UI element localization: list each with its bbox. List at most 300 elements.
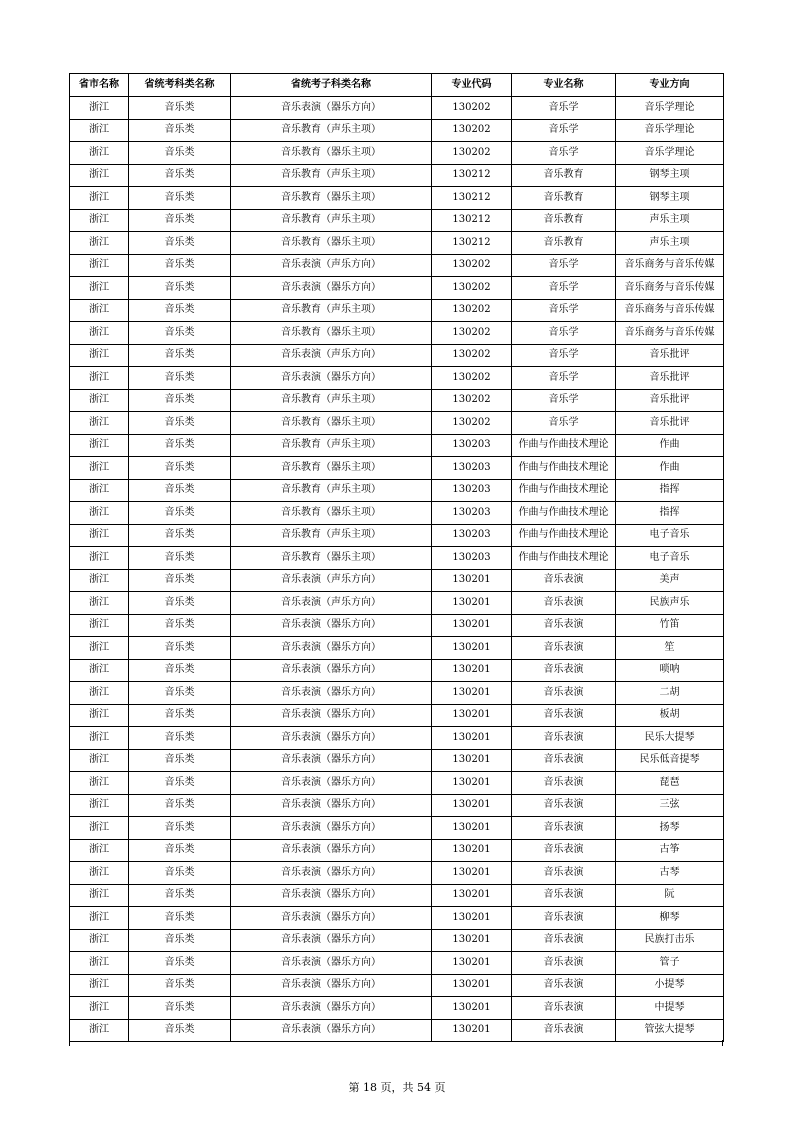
- cell-major-name: 音乐表演: [512, 862, 616, 885]
- table-row: [70, 907, 724, 930]
- cell-major-code: 130203: [432, 502, 512, 525]
- cell-exam-category: 音乐类: [129, 209, 231, 232]
- cell-major-name: 音乐表演: [512, 1019, 616, 1042]
- table-row: [70, 929, 724, 952]
- cell-major-direction: 唢呐: [616, 659, 724, 682]
- cell-province: 浙江: [70, 952, 129, 975]
- cell-major-code: 130202: [432, 254, 512, 277]
- table-row: [70, 592, 724, 615]
- cell-province: 浙江: [70, 884, 129, 907]
- cell-province: 浙江: [70, 569, 129, 592]
- header-exam-category: 省统考科类名称: [129, 74, 231, 97]
- cell-province: 浙江: [70, 389, 129, 412]
- cell-exam-category: 音乐类: [129, 142, 231, 165]
- cell-exam-category: 音乐类: [129, 974, 231, 997]
- cell-exam-subcategory: 音乐表演（器乐方向）: [231, 884, 432, 907]
- cell-province: 浙江: [70, 817, 129, 840]
- cell-major-direction: 钢琴主项: [616, 187, 724, 210]
- cell-major-name: 音乐学: [512, 389, 616, 412]
- table-row: [70, 974, 724, 997]
- cell-major-code: 130201: [432, 862, 512, 885]
- cell-major-code: 130202: [432, 142, 512, 165]
- cell-exam-category: 音乐类: [129, 547, 231, 570]
- cell-exam-category: 音乐类: [129, 794, 231, 817]
- cell-province: 浙江: [70, 412, 129, 435]
- cell-major-code: 130201: [432, 569, 512, 592]
- cell-major-name: 音乐表演: [512, 997, 616, 1020]
- cell-exam-subcategory: 音乐表演（器乐方向）: [231, 727, 432, 750]
- cell-major-code: 130201: [432, 794, 512, 817]
- cell-exam-subcategory: 音乐教育（声乐主项）: [231, 479, 432, 502]
- table-row: [70, 817, 724, 840]
- table-row: [70, 772, 724, 795]
- cell-major-code: 130201: [432, 637, 512, 660]
- cell-exam-category: 音乐类: [129, 659, 231, 682]
- cell-major-name: 音乐表演: [512, 749, 616, 772]
- cell-exam-subcategory: 音乐表演（器乐方向）: [231, 614, 432, 637]
- cell-exam-category: 音乐类: [129, 749, 231, 772]
- cell-major-direction: 音乐批评: [616, 412, 724, 435]
- cell-major-code: 130212: [432, 164, 512, 187]
- table-row: [70, 299, 724, 322]
- cell-major-name: 音乐表演: [512, 592, 616, 615]
- cell-major-name: 音乐表演: [512, 637, 616, 660]
- cell-exam-category: 音乐类: [129, 884, 231, 907]
- cell-major-direction: 管弦大提琴: [616, 1019, 724, 1042]
- cell-exam-category: 音乐类: [129, 952, 231, 975]
- cell-province: 浙江: [70, 479, 129, 502]
- cell-exam-subcategory: 音乐表演（声乐方向）: [231, 569, 432, 592]
- table-row: [70, 164, 724, 187]
- cell-province: 浙江: [70, 299, 129, 322]
- cell-province: 浙江: [70, 367, 129, 390]
- cell-major-name: 音乐教育: [512, 209, 616, 232]
- cell-exam-subcategory: 音乐教育（器乐主项）: [231, 457, 432, 480]
- header-major-direction: 专业方向: [616, 74, 724, 97]
- cell-major-name: 音乐教育: [512, 232, 616, 255]
- cell-major-direction: 作曲: [616, 457, 724, 480]
- cell-major-direction: 音乐批评: [616, 367, 724, 390]
- cell-province: 浙江: [70, 659, 129, 682]
- cell-major-direction: 板胡: [616, 704, 724, 727]
- cell-exam-category: 音乐类: [129, 277, 231, 300]
- cell-major-code: 130202: [432, 277, 512, 300]
- cell-major-direction: 民乐低音提琴: [616, 749, 724, 772]
- table-row: [70, 97, 724, 120]
- cell-major-direction: 柳琴: [616, 907, 724, 930]
- cell-province: 浙江: [70, 254, 129, 277]
- table-row: [70, 862, 724, 885]
- table-row: [70, 412, 724, 435]
- cell-exam-subcategory: 音乐表演（器乐方向）: [231, 997, 432, 1020]
- cell-exam-subcategory: 音乐教育（声乐主项）: [231, 389, 432, 412]
- cell-major-name: 音乐表演: [512, 952, 616, 975]
- cell-major-name: 音乐表演: [512, 569, 616, 592]
- cell-exam-subcategory: 音乐教育（器乐主项）: [231, 232, 432, 255]
- table-row: [70, 637, 724, 660]
- cell-exam-subcategory: 音乐表演（器乐方向）: [231, 637, 432, 660]
- cell-major-direction: 扬琴: [616, 817, 724, 840]
- cell-major-direction: 美声: [616, 569, 724, 592]
- cell-exam-category: 音乐类: [129, 817, 231, 840]
- cell-province: 浙江: [70, 727, 129, 750]
- cell-major-direction: 古筝: [616, 839, 724, 862]
- cell-province: 浙江: [70, 907, 129, 930]
- cell-major-name: 音乐表演: [512, 907, 616, 930]
- cell-major-name: 音乐表演: [512, 659, 616, 682]
- cell-exam-subcategory: 音乐教育（声乐主项）: [231, 164, 432, 187]
- cell-exam-category: 音乐类: [129, 254, 231, 277]
- cell-exam-category: 音乐类: [129, 569, 231, 592]
- cell-major-direction: 民乐大提琴: [616, 727, 724, 750]
- cell-exam-category: 音乐类: [129, 344, 231, 367]
- cell-major-code: 130201: [432, 929, 512, 952]
- cell-exam-subcategory: 音乐表演（声乐方向）: [231, 592, 432, 615]
- cell-major-name: 音乐学: [512, 367, 616, 390]
- table-row: [70, 547, 724, 570]
- cell-exam-category: 音乐类: [129, 1019, 231, 1042]
- cell-province: 浙江: [70, 97, 129, 120]
- cell-exam-subcategory: 音乐表演（器乐方向）: [231, 974, 432, 997]
- cell-province: 浙江: [70, 164, 129, 187]
- table-row: [70, 434, 724, 457]
- table-row: [70, 794, 724, 817]
- cell-province: 浙江: [70, 974, 129, 997]
- cell-province: 浙江: [70, 232, 129, 255]
- cell-exam-category: 音乐类: [129, 187, 231, 210]
- cell-exam-subcategory: 音乐表演（器乐方向）: [231, 862, 432, 885]
- cell-major-name: 音乐学: [512, 412, 616, 435]
- cell-exam-category: 音乐类: [129, 727, 231, 750]
- cell-major-direction: 作曲: [616, 434, 724, 457]
- cell-exam-category: 音乐类: [129, 97, 231, 120]
- cell-province: 浙江: [70, 142, 129, 165]
- cell-exam-subcategory: 音乐表演（器乐方向）: [231, 367, 432, 390]
- cell-major-name: 作曲与作曲技术理论: [512, 524, 616, 547]
- cell-province: 浙江: [70, 277, 129, 300]
- table-continuation-edge: [69, 1040, 723, 1046]
- table-row: [70, 502, 724, 525]
- cell-major-direction: 民族打击乐: [616, 929, 724, 952]
- cell-major-direction: 音乐批评: [616, 389, 724, 412]
- cell-major-name: 音乐表演: [512, 794, 616, 817]
- cell-exam-category: 音乐类: [129, 614, 231, 637]
- cell-province: 浙江: [70, 997, 129, 1020]
- cell-major-name: 音乐表演: [512, 929, 616, 952]
- cell-major-direction: 竹笛: [616, 614, 724, 637]
- cell-exam-category: 音乐类: [129, 119, 231, 142]
- cell-major-direction: 古琴: [616, 862, 724, 885]
- cell-major-code: 130212: [432, 187, 512, 210]
- cell-major-direction: 指挥: [616, 502, 724, 525]
- table-row: [70, 727, 724, 750]
- cell-major-direction: 音乐学理论: [616, 142, 724, 165]
- cell-exam-subcategory: 音乐表演（器乐方向）: [231, 794, 432, 817]
- cell-major-direction: 管子: [616, 952, 724, 975]
- cell-major-direction: 声乐主项: [616, 232, 724, 255]
- cell-province: 浙江: [70, 839, 129, 862]
- cell-major-code: 130201: [432, 974, 512, 997]
- cell-exam-subcategory: 音乐教育（器乐主项）: [231, 547, 432, 570]
- cell-major-direction: 音乐商务与音乐传媒: [616, 299, 724, 322]
- cell-major-code: 130202: [432, 344, 512, 367]
- cell-exam-category: 音乐类: [129, 457, 231, 480]
- cell-major-name: 作曲与作曲技术理论: [512, 479, 616, 502]
- cell-major-code: 130201: [432, 727, 512, 750]
- cell-exam-subcategory: 音乐教育（器乐主项）: [231, 142, 432, 165]
- cell-major-name: 音乐学: [512, 299, 616, 322]
- table-row: [70, 479, 724, 502]
- table-row: [70, 952, 724, 975]
- cell-major-code: 130201: [432, 772, 512, 795]
- cell-major-code: 130202: [432, 97, 512, 120]
- table-row: [70, 119, 724, 142]
- cell-major-code: 130201: [432, 682, 512, 705]
- cell-exam-subcategory: 音乐表演（器乐方向）: [231, 682, 432, 705]
- table-row: [70, 277, 724, 300]
- cell-major-name: 作曲与作曲技术理论: [512, 502, 616, 525]
- cell-province: 浙江: [70, 614, 129, 637]
- cell-exam-subcategory: 音乐表演（器乐方向）: [231, 704, 432, 727]
- cell-major-code: 130203: [432, 434, 512, 457]
- cell-province: 浙江: [70, 1019, 129, 1042]
- cell-major-code: 130201: [432, 614, 512, 637]
- cell-exam-category: 音乐类: [129, 322, 231, 345]
- cell-major-name: 音乐表演: [512, 614, 616, 637]
- cell-major-direction: 音乐学理论: [616, 97, 724, 120]
- cell-major-direction: 电子音乐: [616, 547, 724, 570]
- cell-major-code: 130202: [432, 299, 512, 322]
- cell-exam-category: 音乐类: [129, 299, 231, 322]
- cell-major-name: 音乐表演: [512, 704, 616, 727]
- cell-major-code: 130202: [432, 412, 512, 435]
- table-row: [70, 232, 724, 255]
- cell-exam-category: 音乐类: [129, 907, 231, 930]
- cell-exam-subcategory: 音乐表演（器乐方向）: [231, 929, 432, 952]
- cell-exam-category: 音乐类: [129, 434, 231, 457]
- cell-major-code: 130202: [432, 389, 512, 412]
- cell-province: 浙江: [70, 772, 129, 795]
- cell-major-direction: 阮: [616, 884, 724, 907]
- cell-province: 浙江: [70, 682, 129, 705]
- cell-province: 浙江: [70, 187, 129, 210]
- table-row: [70, 1019, 724, 1042]
- cell-province: 浙江: [70, 524, 129, 547]
- cell-exam-subcategory: 音乐教育（器乐主项）: [231, 502, 432, 525]
- cell-exam-category: 音乐类: [129, 412, 231, 435]
- header-major-name: 专业名称: [512, 74, 616, 97]
- cell-major-name: 音乐学: [512, 97, 616, 120]
- cell-major-name: 音乐学: [512, 277, 616, 300]
- cell-major-code: 130201: [432, 907, 512, 930]
- cell-major-direction: 声乐主项: [616, 209, 724, 232]
- table-row: [70, 569, 724, 592]
- cell-major-name: 音乐学: [512, 119, 616, 142]
- table-row: [70, 659, 724, 682]
- cell-province: 浙江: [70, 929, 129, 952]
- cell-exam-subcategory: 音乐教育（声乐主项）: [231, 434, 432, 457]
- cell-exam-category: 音乐类: [129, 862, 231, 885]
- cell-major-code: 130203: [432, 547, 512, 570]
- cell-major-code: 130212: [432, 232, 512, 255]
- table-row: [70, 457, 724, 480]
- cell-major-direction: 中提琴: [616, 997, 724, 1020]
- table-row: [70, 749, 724, 772]
- cell-province: 浙江: [70, 502, 129, 525]
- cell-major-code: 130202: [432, 367, 512, 390]
- header-province: 省市名称: [70, 74, 129, 97]
- cell-exam-category: 音乐类: [129, 479, 231, 502]
- cell-province: 浙江: [70, 592, 129, 615]
- cell-major-direction: 电子音乐: [616, 524, 724, 547]
- cell-major-code: 130203: [432, 479, 512, 502]
- cell-major-code: 130201: [432, 1019, 512, 1042]
- cell-province: 浙江: [70, 749, 129, 772]
- header-major-code: 专业代码: [432, 74, 512, 97]
- cell-major-code: 130201: [432, 884, 512, 907]
- cell-province: 浙江: [70, 547, 129, 570]
- cell-exam-subcategory: 音乐表演（器乐方向）: [231, 952, 432, 975]
- cell-exam-subcategory: 音乐表演（器乐方向）: [231, 277, 432, 300]
- cell-major-name: 音乐表演: [512, 817, 616, 840]
- cell-province: 浙江: [70, 322, 129, 345]
- page-number: 第 18 页，共 54 页: [348, 1081, 446, 1094]
- cell-exam-subcategory: 音乐表演（器乐方向）: [231, 839, 432, 862]
- cell-exam-category: 音乐类: [129, 502, 231, 525]
- cell-major-name: 作曲与作曲技术理论: [512, 434, 616, 457]
- table-row: [70, 704, 724, 727]
- cell-exam-subcategory: 音乐表演（声乐方向）: [231, 344, 432, 367]
- cell-major-name: 音乐学: [512, 142, 616, 165]
- cell-major-direction: 笙: [616, 637, 724, 660]
- table-row: [70, 839, 724, 862]
- cell-major-code: 130212: [432, 209, 512, 232]
- cell-major-direction: 三弦: [616, 794, 724, 817]
- table-row: [70, 344, 724, 367]
- cell-major-code: 130203: [432, 524, 512, 547]
- table-row: [70, 254, 724, 277]
- cell-major-direction: 指挥: [616, 479, 724, 502]
- cell-exam-subcategory: 音乐表演（器乐方向）: [231, 97, 432, 120]
- cell-exam-category: 音乐类: [129, 772, 231, 795]
- cell-province: 浙江: [70, 704, 129, 727]
- table-row: [70, 322, 724, 345]
- cell-major-code: 130203: [432, 457, 512, 480]
- cell-exam-subcategory: 音乐教育（器乐主项）: [231, 187, 432, 210]
- table-row: [70, 367, 724, 390]
- cell-exam-subcategory: 音乐表演（器乐方向）: [231, 659, 432, 682]
- cell-major-direction: 民族声乐: [616, 592, 724, 615]
- cell-exam-category: 音乐类: [129, 389, 231, 412]
- cell-major-name: 音乐表演: [512, 727, 616, 750]
- cell-major-name: 音乐表演: [512, 772, 616, 795]
- header-exam-subcategory: 省统考子科类名称: [231, 74, 432, 97]
- cell-exam-category: 音乐类: [129, 367, 231, 390]
- cell-major-direction: 音乐学理论: [616, 119, 724, 142]
- cell-exam-subcategory: 音乐表演（器乐方向）: [231, 817, 432, 840]
- cell-exam-subcategory: 音乐表演（器乐方向）: [231, 907, 432, 930]
- cell-major-name: 音乐表演: [512, 974, 616, 997]
- cell-province: 浙江: [70, 637, 129, 660]
- cell-exam-subcategory: 音乐教育（声乐主项）: [231, 119, 432, 142]
- table-row: [70, 614, 724, 637]
- cell-major-name: 作曲与作曲技术理论: [512, 457, 616, 480]
- cell-major-code: 130201: [432, 997, 512, 1020]
- cell-exam-category: 音乐类: [129, 164, 231, 187]
- cell-major-direction: 音乐商务与音乐传媒: [616, 277, 724, 300]
- cell-exam-category: 音乐类: [129, 592, 231, 615]
- cell-major-code: 130201: [432, 839, 512, 862]
- cell-major-name: 音乐表演: [512, 839, 616, 862]
- admissions-table: [69, 73, 724, 1042]
- cell-exam-category: 音乐类: [129, 524, 231, 547]
- table-row: [70, 884, 724, 907]
- cell-exam-subcategory: 音乐教育（器乐主项）: [231, 322, 432, 345]
- cell-major-code: 130201: [432, 704, 512, 727]
- cell-major-name: 作曲与作曲技术理论: [512, 547, 616, 570]
- cell-province: 浙江: [70, 209, 129, 232]
- cell-province: 浙江: [70, 344, 129, 367]
- table-row: [70, 142, 724, 165]
- cell-exam-subcategory: 音乐表演（器乐方向）: [231, 749, 432, 772]
- cell-major-direction: 钢琴主项: [616, 164, 724, 187]
- cell-major-direction: 小提琴: [616, 974, 724, 997]
- cell-major-code: 130201: [432, 952, 512, 975]
- cell-major-name: 音乐学: [512, 322, 616, 345]
- cell-major-direction: 琵琶: [616, 772, 724, 795]
- table-row: [70, 389, 724, 412]
- cell-exam-category: 音乐类: [129, 704, 231, 727]
- cell-major-name: 音乐教育: [512, 187, 616, 210]
- cell-province: 浙江: [70, 862, 129, 885]
- cell-major-name: 音乐学: [512, 254, 616, 277]
- table-row: [70, 997, 724, 1020]
- table-row: [70, 187, 724, 210]
- cell-major-code: 130202: [432, 119, 512, 142]
- cell-major-code: 130201: [432, 749, 512, 772]
- cell-province: 浙江: [70, 457, 129, 480]
- cell-major-name: 音乐表演: [512, 682, 616, 705]
- cell-exam-subcategory: 音乐表演（器乐方向）: [231, 1019, 432, 1042]
- cell-exam-category: 音乐类: [129, 682, 231, 705]
- cell-exam-category: 音乐类: [129, 997, 231, 1020]
- cell-major-direction: 音乐商务与音乐传媒: [616, 322, 724, 345]
- cell-exam-subcategory: 音乐表演（器乐方向）: [231, 772, 432, 795]
- cell-province: 浙江: [70, 794, 129, 817]
- cell-province: 浙江: [70, 119, 129, 142]
- table-row: [70, 524, 724, 547]
- cell-exam-category: 音乐类: [129, 839, 231, 862]
- cell-exam-subcategory: 音乐教育（声乐主项）: [231, 209, 432, 232]
- cell-major-name: 音乐教育: [512, 164, 616, 187]
- cell-major-name: 音乐学: [512, 344, 616, 367]
- cell-major-code: 130201: [432, 592, 512, 615]
- cell-major-code: 130202: [432, 322, 512, 345]
- cell-exam-category: 音乐类: [129, 232, 231, 255]
- table-row: [70, 682, 724, 705]
- table-row: [70, 209, 724, 232]
- cell-exam-subcategory: 音乐教育（器乐主项）: [231, 412, 432, 435]
- cell-major-code: 130201: [432, 817, 512, 840]
- cell-major-direction: 音乐批评: [616, 344, 724, 367]
- cell-major-code: 130201: [432, 659, 512, 682]
- cell-major-name: 音乐表演: [512, 884, 616, 907]
- cell-exam-subcategory: 音乐教育（声乐主项）: [231, 524, 432, 547]
- cell-major-direction: 音乐商务与音乐传媒: [616, 254, 724, 277]
- cell-exam-category: 音乐类: [129, 637, 231, 660]
- cell-major-direction: 二胡: [616, 682, 724, 705]
- cell-province: 浙江: [70, 434, 129, 457]
